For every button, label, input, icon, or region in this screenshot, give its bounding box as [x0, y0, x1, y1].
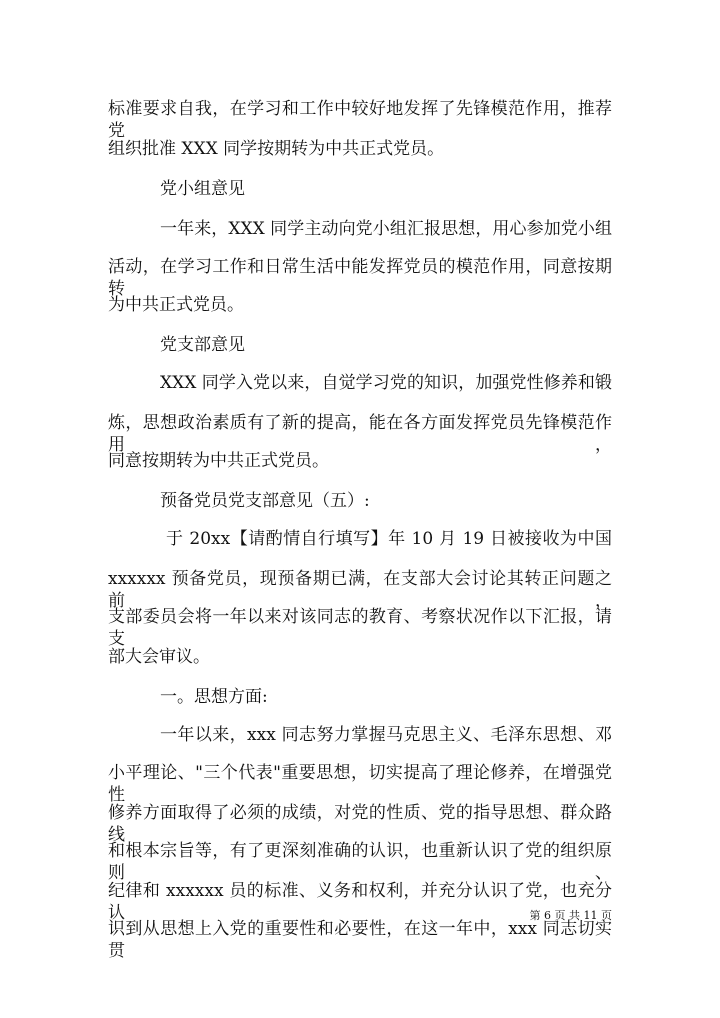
paragraph-line: 于 20xx【请酌情自行填写】年 10 月 19 日被接收为中国	[166, 529, 612, 549]
paragraph-line: 同意按期转为中共正式党员。	[108, 451, 329, 471]
paragraph-line: 一年来，XXX 同学主动向党小组汇报思想，用心参加党小组	[160, 219, 612, 239]
paragraph-line: 和根本宗旨等，有了更深刻准确的认识，也重新认识了党的组织原则、	[108, 841, 612, 883]
paragraph-line: 为中共正式党员。	[108, 295, 244, 315]
paragraph-line: 标准要求自我，在学习和工作中较好地发挥了先锋模范作用，推荐党	[108, 99, 612, 141]
paragraph-line: 纪律和 xxxxxx 员的标准、义务和权利，并充分认识了党，也充分认	[108, 881, 612, 923]
section-heading: 党支部意见	[160, 335, 245, 355]
paragraph-line: xxxxxx 预备党员，现预备期已满，在支部大会讨论其转正问题之前，	[108, 569, 612, 611]
paragraph-line: 支部委员会将一年以来对该同志的教育、考察状况作以下汇报，请支	[108, 607, 612, 649]
section-heading: 党小组意见	[160, 179, 245, 199]
paragraph-line: 活动，在学习工作和日常生活中能发挥党员的模范作用，同意按期转	[108, 257, 612, 299]
section-heading: 一。思想方面:	[160, 687, 268, 707]
section-heading: 预备党员党支部意见（五）:	[160, 491, 370, 511]
paragraph-line: 小平理论、"三个代表"重要思想，切实提高了理论修养，在增强党性	[108, 763, 612, 805]
paragraph-line: 识到从思想上入党的重要性和必要性，在这一年中，xxx 同志切实贯	[108, 919, 612, 961]
paragraph-line: 组织批准 XXX 同学按期转为中共正式党员。	[108, 139, 445, 159]
paragraph-line: 修养方面取得了必须的成绩，对党的性质、党的指导思想、群众路线	[108, 803, 612, 845]
paragraph-line: 一年以来，xxx 同志努力掌握马克思主义、毛泽东思想、邓	[160, 725, 612, 745]
page-number: 第 6 页 共 11 页	[529, 909, 612, 922]
paragraph-line: 部大会审议。	[108, 647, 210, 667]
paragraph-line: 炼，思想政治素质有了新的提高，能在各方面发挥党员先锋模范作用，	[108, 413, 612, 455]
paragraph-line: XXX 同学入党以来，自觉学习党的知识，加强党性修养和锻	[160, 373, 612, 393]
